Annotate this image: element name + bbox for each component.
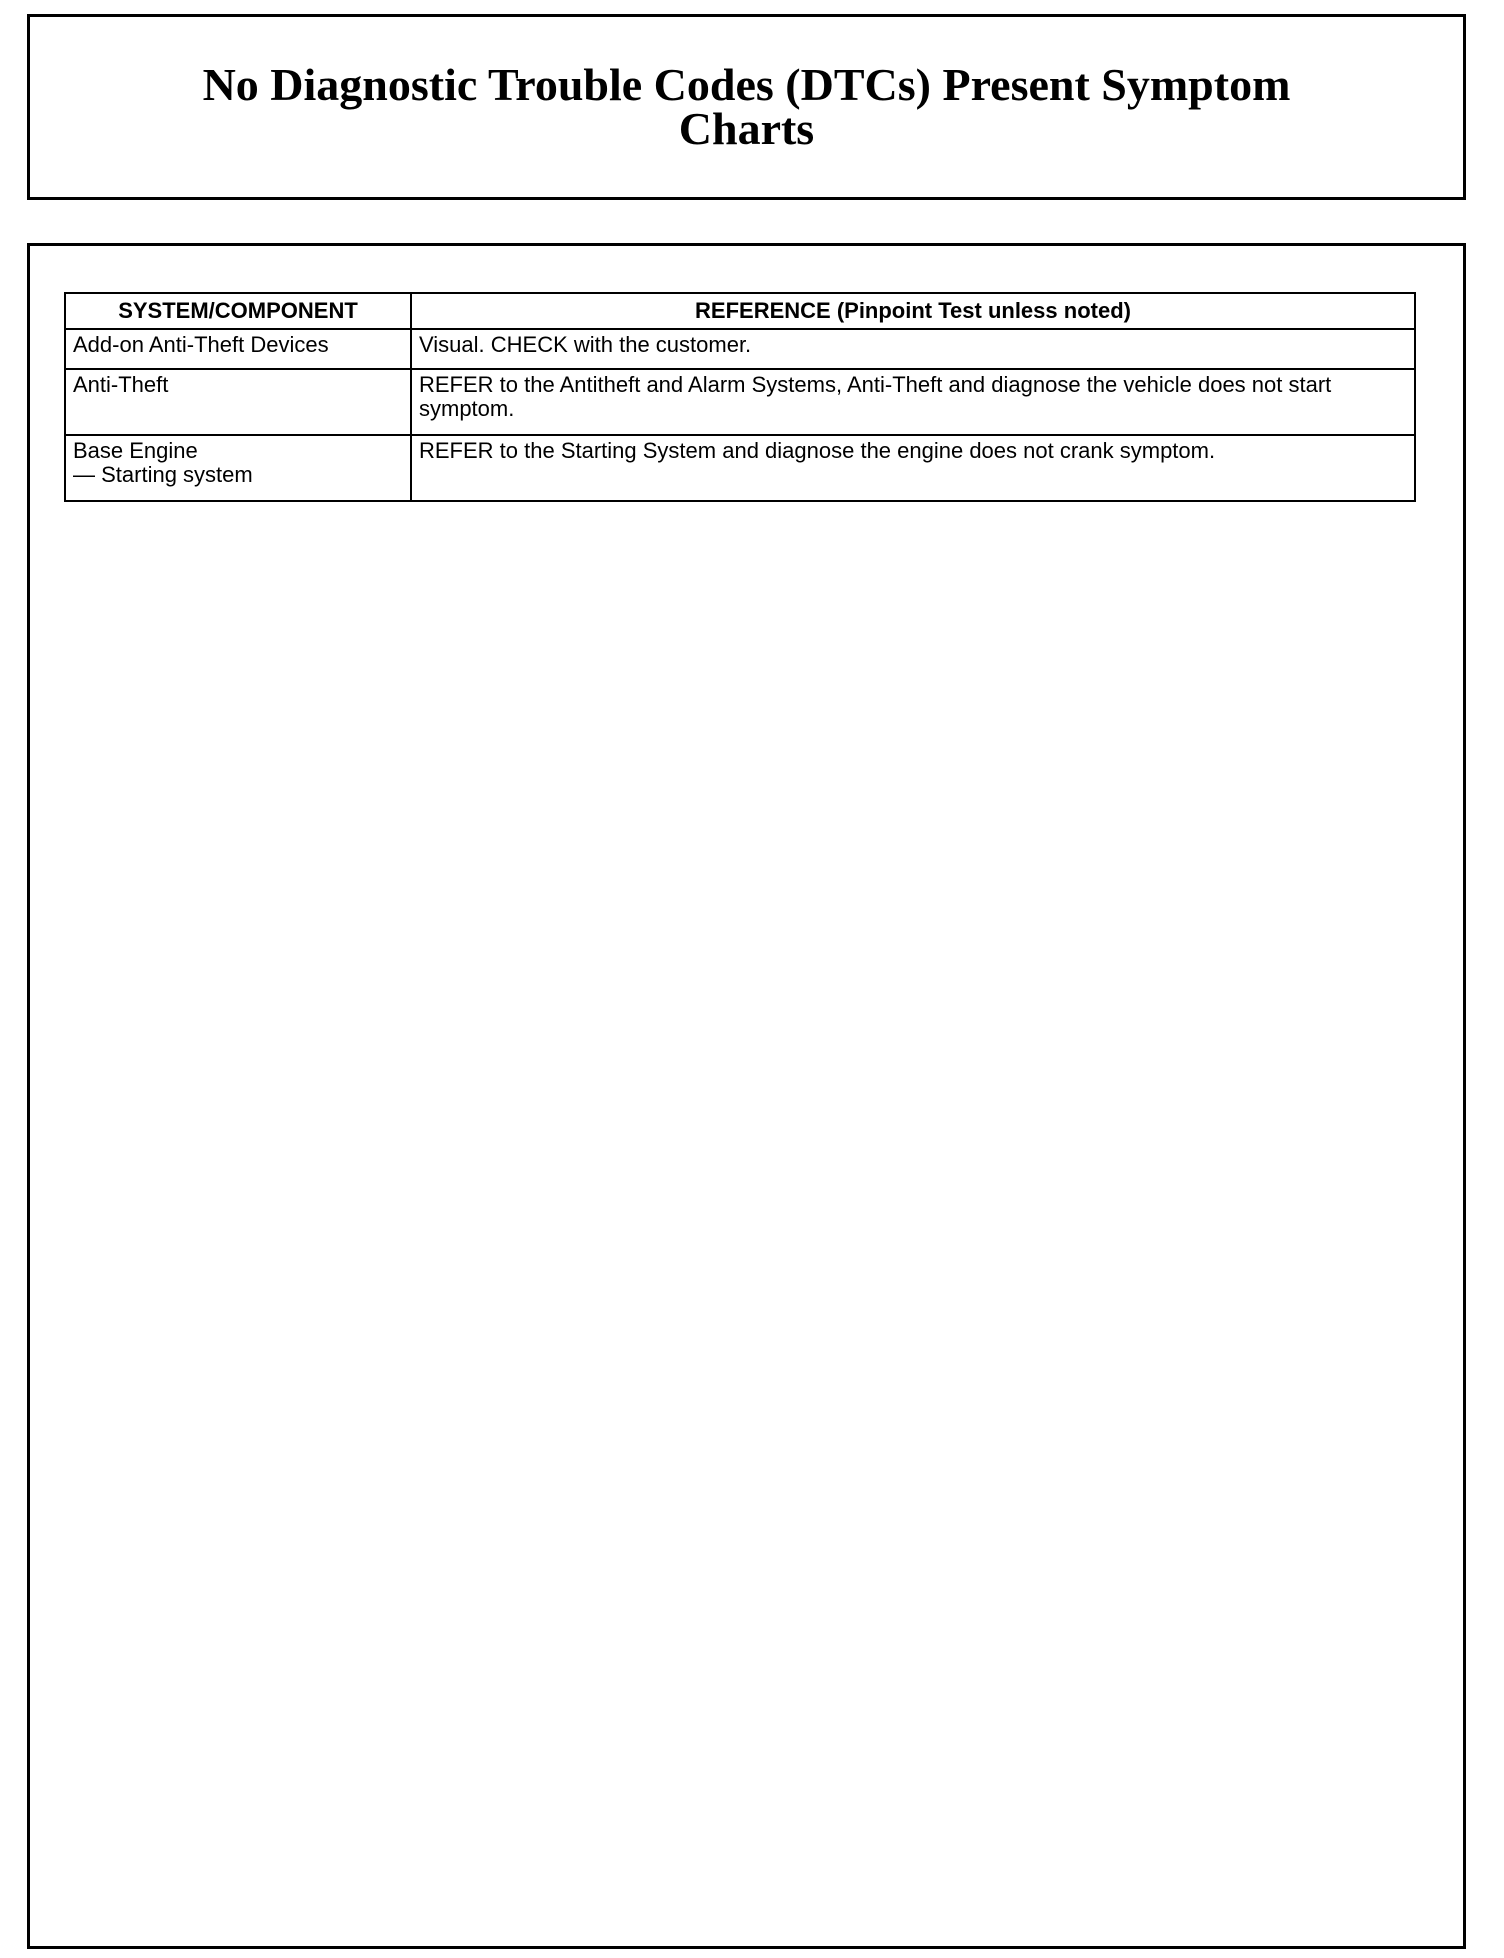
content-box xyxy=(27,243,1466,1949)
cell-system: Add-on Anti-Theft Devices xyxy=(65,329,411,369)
table-row xyxy=(65,435,1415,501)
cell-system-sub: — Starting system xyxy=(73,462,253,487)
cell-reference: Visual. CHECK with the customer. xyxy=(411,329,1415,369)
title-box xyxy=(27,14,1466,200)
cell-reference: REFER to the Antitheft and Alarm Systems, Anti-Theft and diagnose the vehicle does not start symptom. xyxy=(411,369,1415,435)
header-system-component: SYSTEM/COMPONENT xyxy=(65,293,411,329)
table-header-row xyxy=(65,293,1415,329)
cell-reference: REFER to the Starting System and diagnose the engine does not crank symptom. xyxy=(411,435,1415,501)
cell-system: Anti-Theft xyxy=(65,369,411,435)
header-reference: REFERENCE (Pinpoint Test unless noted) xyxy=(411,293,1415,329)
cell-system xyxy=(65,435,411,501)
page-title-line-1: No Diagnostic Trouble Codes (DTCs) Present Symptom xyxy=(202,59,1291,110)
page-title-line-2: Charts xyxy=(678,103,815,154)
table-row xyxy=(65,329,1415,369)
symptom-chart-table xyxy=(64,292,1416,502)
cell-system-main: Base Engine xyxy=(73,438,198,463)
table-row xyxy=(65,369,1415,435)
